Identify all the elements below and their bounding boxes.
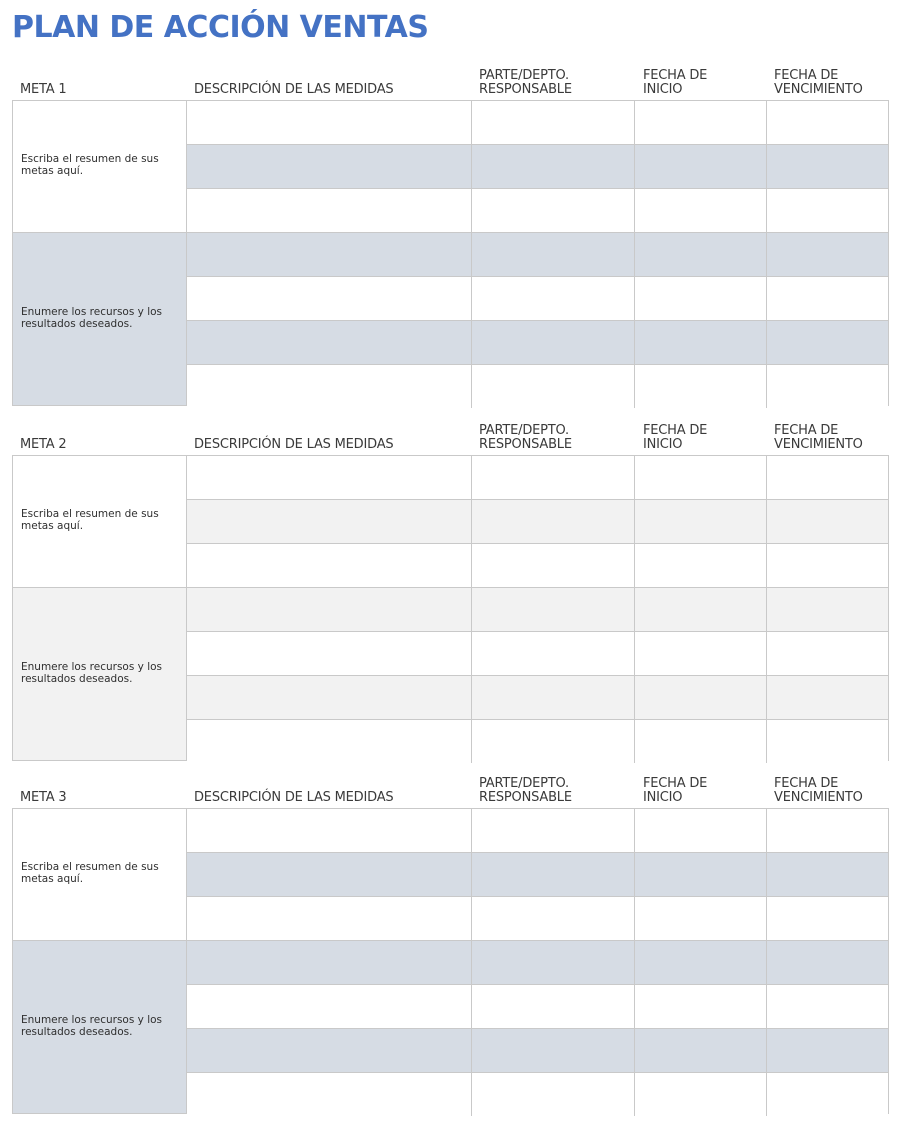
goal-resources-text: Enumere los recursos y los resultados deseados. bbox=[21, 1014, 163, 1038]
start-date-cell[interactable] bbox=[635, 145, 767, 188]
owner-cell[interactable] bbox=[472, 277, 635, 320]
column-header-start-date bbox=[643, 424, 707, 452]
description-cell[interactable] bbox=[187, 321, 472, 364]
goal-table bbox=[12, 808, 889, 1114]
owner-cell[interactable] bbox=[472, 588, 635, 631]
table-row bbox=[187, 500, 888, 544]
due-date-cell[interactable] bbox=[767, 1073, 888, 1116]
column-header-due-line2: VENCIMIENTO bbox=[774, 437, 863, 452]
column-header-description: DESCRIPCIÓN DE LAS MEDIDAS bbox=[194, 82, 394, 97]
goal-section bbox=[12, 415, 890, 761]
owner-cell[interactable] bbox=[472, 897, 635, 940]
owner-cell[interactable] bbox=[472, 233, 635, 276]
owner-cell[interactable] bbox=[472, 189, 635, 232]
start-date-cell[interactable] bbox=[635, 1073, 767, 1116]
column-header-description: DESCRIPCIÓN DE LAS MEDIDAS bbox=[194, 437, 394, 452]
start-date-cell[interactable] bbox=[635, 101, 767, 144]
column-header-owner-line2: RESPONSABLE bbox=[479, 437, 572, 452]
goal-summary-cell[interactable] bbox=[13, 809, 187, 940]
table-row bbox=[187, 676, 888, 720]
column-header-due-date bbox=[774, 424, 863, 452]
left-column-divider bbox=[13, 232, 187, 233]
description-cell[interactable] bbox=[187, 456, 472, 499]
start-date-cell[interactable] bbox=[635, 853, 767, 896]
left-column-divider bbox=[13, 940, 187, 941]
column-header-due-date bbox=[774, 777, 863, 805]
column-header-owner bbox=[479, 69, 572, 97]
start-date-cell[interactable] bbox=[635, 809, 767, 852]
owner-cell[interactable] bbox=[472, 145, 635, 188]
column-header-start-line2: INICIO bbox=[643, 82, 683, 97]
goal-resources-text: Enumere los recursos y los resultados deseados. bbox=[21, 661, 163, 685]
due-date-cell[interactable] bbox=[767, 1029, 888, 1072]
description-cell[interactable] bbox=[187, 101, 472, 144]
owner-cell[interactable] bbox=[472, 456, 635, 499]
table-row bbox=[187, 321, 888, 365]
column-header-due-line2: VENCIMIENTO bbox=[774, 82, 863, 97]
goal-header-row bbox=[12, 60, 890, 100]
table-row bbox=[187, 189, 888, 233]
start-date-cell[interactable] bbox=[635, 941, 767, 984]
goal-resources-cell[interactable] bbox=[13, 233, 187, 405]
start-date-cell[interactable] bbox=[635, 588, 767, 631]
start-date-cell[interactable] bbox=[635, 233, 767, 276]
table-row bbox=[187, 1029, 888, 1073]
due-date-cell[interactable] bbox=[767, 676, 888, 719]
column-header-owner bbox=[479, 777, 572, 805]
table-row bbox=[187, 720, 888, 763]
goal-label: META 3 bbox=[20, 790, 67, 805]
description-cell[interactable] bbox=[187, 365, 472, 408]
description-cell[interactable] bbox=[187, 720, 472, 763]
due-date-cell[interactable] bbox=[767, 544, 888, 587]
due-date-cell[interactable] bbox=[767, 853, 888, 896]
start-date-cell[interactable] bbox=[635, 676, 767, 719]
column-header-start-line1: FECHA DE bbox=[643, 68, 708, 83]
start-date-cell[interactable] bbox=[635, 985, 767, 1028]
due-date-cell[interactable] bbox=[767, 365, 888, 408]
goal-resources-cell[interactable] bbox=[13, 588, 187, 760]
goal-summary-text: Escriba el resumen de sus metas aquí. bbox=[21, 153, 159, 177]
goal-summary-cell[interactable] bbox=[13, 456, 187, 587]
column-header-due-line1: FECHA DE bbox=[774, 776, 839, 791]
column-header-owner-line1: PARTE/DEPTO. bbox=[479, 776, 569, 791]
owner-cell[interactable] bbox=[472, 365, 635, 408]
due-date-cell[interactable] bbox=[767, 277, 888, 320]
goal-table bbox=[12, 100, 889, 406]
owner-cell[interactable] bbox=[472, 941, 635, 984]
owner-cell[interactable] bbox=[472, 101, 635, 144]
column-header-start-line2: INICIO bbox=[643, 790, 683, 805]
column-header-due-line2: VENCIMIENTO bbox=[774, 790, 863, 805]
column-header-due-date bbox=[774, 69, 863, 97]
start-date-cell[interactable] bbox=[635, 720, 767, 763]
owner-cell[interactable] bbox=[472, 809, 635, 852]
owner-cell[interactable] bbox=[472, 985, 635, 1028]
table-row bbox=[187, 588, 888, 632]
due-date-cell[interactable] bbox=[767, 456, 888, 499]
owner-cell[interactable] bbox=[472, 1073, 635, 1116]
due-date-cell[interactable] bbox=[767, 101, 888, 144]
column-header-start-date bbox=[643, 777, 707, 805]
table-row bbox=[187, 1073, 888, 1116]
start-date-cell[interactable] bbox=[635, 321, 767, 364]
goal-resources-text: Enumere los recursos y los resultados deseados. bbox=[21, 306, 163, 330]
due-date-cell[interactable] bbox=[767, 897, 888, 940]
description-cell[interactable] bbox=[187, 588, 472, 631]
due-date-cell[interactable] bbox=[767, 941, 888, 984]
goal-section bbox=[12, 768, 890, 1114]
description-cell[interactable] bbox=[187, 544, 472, 587]
start-date-cell[interactable] bbox=[635, 897, 767, 940]
owner-cell[interactable] bbox=[472, 321, 635, 364]
due-date-cell[interactable] bbox=[767, 500, 888, 543]
description-cell[interactable] bbox=[187, 233, 472, 276]
table-row bbox=[187, 456, 888, 500]
description-cell[interactable] bbox=[187, 1073, 472, 1116]
start-date-cell[interactable] bbox=[635, 544, 767, 587]
goal-header-row bbox=[12, 768, 890, 808]
table-row bbox=[187, 632, 888, 676]
table-row bbox=[187, 809, 888, 853]
due-date-cell[interactable] bbox=[767, 809, 888, 852]
owner-cell[interactable] bbox=[472, 1029, 635, 1072]
goal-summary-text: Escriba el resumen de sus metas aquí. bbox=[21, 508, 159, 532]
owner-cell[interactable] bbox=[472, 853, 635, 896]
description-cell[interactable] bbox=[187, 277, 472, 320]
goal-resources-cell[interactable] bbox=[13, 941, 187, 1113]
owner-cell[interactable] bbox=[472, 500, 635, 543]
description-cell[interactable] bbox=[187, 145, 472, 188]
due-date-cell[interactable] bbox=[767, 632, 888, 675]
goal-label: META 1 bbox=[20, 82, 67, 97]
table-row bbox=[187, 985, 888, 1029]
description-cell[interactable] bbox=[187, 853, 472, 896]
table-row bbox=[187, 365, 888, 408]
due-date-cell[interactable] bbox=[767, 189, 888, 232]
description-cell[interactable] bbox=[187, 1029, 472, 1072]
due-date-cell[interactable] bbox=[767, 720, 888, 763]
due-date-cell[interactable] bbox=[767, 985, 888, 1028]
due-date-cell[interactable] bbox=[767, 321, 888, 364]
table-row bbox=[187, 101, 888, 145]
column-header-start-line2: INICIO bbox=[643, 437, 683, 452]
column-header-due-line1: FECHA DE bbox=[774, 423, 839, 438]
description-cell[interactable] bbox=[187, 985, 472, 1028]
description-cell[interactable] bbox=[187, 809, 472, 852]
goal-header-row bbox=[12, 415, 890, 455]
goal-table bbox=[12, 455, 889, 761]
goal-summary-cell[interactable] bbox=[13, 101, 187, 232]
table-row bbox=[187, 941, 888, 985]
description-cell[interactable] bbox=[187, 676, 472, 719]
owner-cell[interactable] bbox=[472, 544, 635, 587]
column-header-start-date bbox=[643, 69, 707, 97]
table-row bbox=[187, 233, 888, 277]
start-date-cell[interactable] bbox=[635, 189, 767, 232]
due-date-cell[interactable] bbox=[767, 588, 888, 631]
goal-label: META 2 bbox=[20, 437, 67, 452]
description-cell[interactable] bbox=[187, 632, 472, 675]
page-title: PLAN DE ACCIÓN VENTAS bbox=[12, 10, 429, 45]
owner-cell[interactable] bbox=[472, 720, 635, 763]
column-header-description: DESCRIPCIÓN DE LAS MEDIDAS bbox=[194, 790, 394, 805]
due-date-cell[interactable] bbox=[767, 233, 888, 276]
owner-cell[interactable] bbox=[472, 676, 635, 719]
table-row bbox=[187, 897, 888, 941]
due-date-cell[interactable] bbox=[767, 145, 888, 188]
description-cell[interactable] bbox=[187, 500, 472, 543]
table-row bbox=[187, 145, 888, 189]
goal-section bbox=[12, 60, 890, 406]
start-date-cell[interactable] bbox=[635, 277, 767, 320]
description-cell[interactable] bbox=[187, 189, 472, 232]
column-header-start-line1: FECHA DE bbox=[643, 776, 708, 791]
description-cell[interactable] bbox=[187, 941, 472, 984]
column-header-owner-line1: PARTE/DEPTO. bbox=[479, 423, 569, 438]
table-row bbox=[187, 853, 888, 897]
left-column-divider bbox=[13, 587, 187, 588]
start-date-cell[interactable] bbox=[635, 365, 767, 408]
column-header-owner-line2: RESPONSABLE bbox=[479, 82, 572, 97]
description-cell[interactable] bbox=[187, 897, 472, 940]
start-date-cell[interactable] bbox=[635, 632, 767, 675]
column-header-owner bbox=[479, 424, 572, 452]
column-header-start-line1: FECHA DE bbox=[643, 423, 708, 438]
column-header-owner-line1: PARTE/DEPTO. bbox=[479, 68, 569, 83]
goal-summary-text: Escriba el resumen de sus metas aquí. bbox=[21, 861, 159, 885]
column-header-due-line1: FECHA DE bbox=[774, 68, 839, 83]
start-date-cell[interactable] bbox=[635, 456, 767, 499]
column-header-owner-line2: RESPONSABLE bbox=[479, 790, 572, 805]
table-row bbox=[187, 277, 888, 321]
start-date-cell[interactable] bbox=[635, 1029, 767, 1072]
start-date-cell[interactable] bbox=[635, 500, 767, 543]
table-row bbox=[187, 544, 888, 588]
owner-cell[interactable] bbox=[472, 632, 635, 675]
